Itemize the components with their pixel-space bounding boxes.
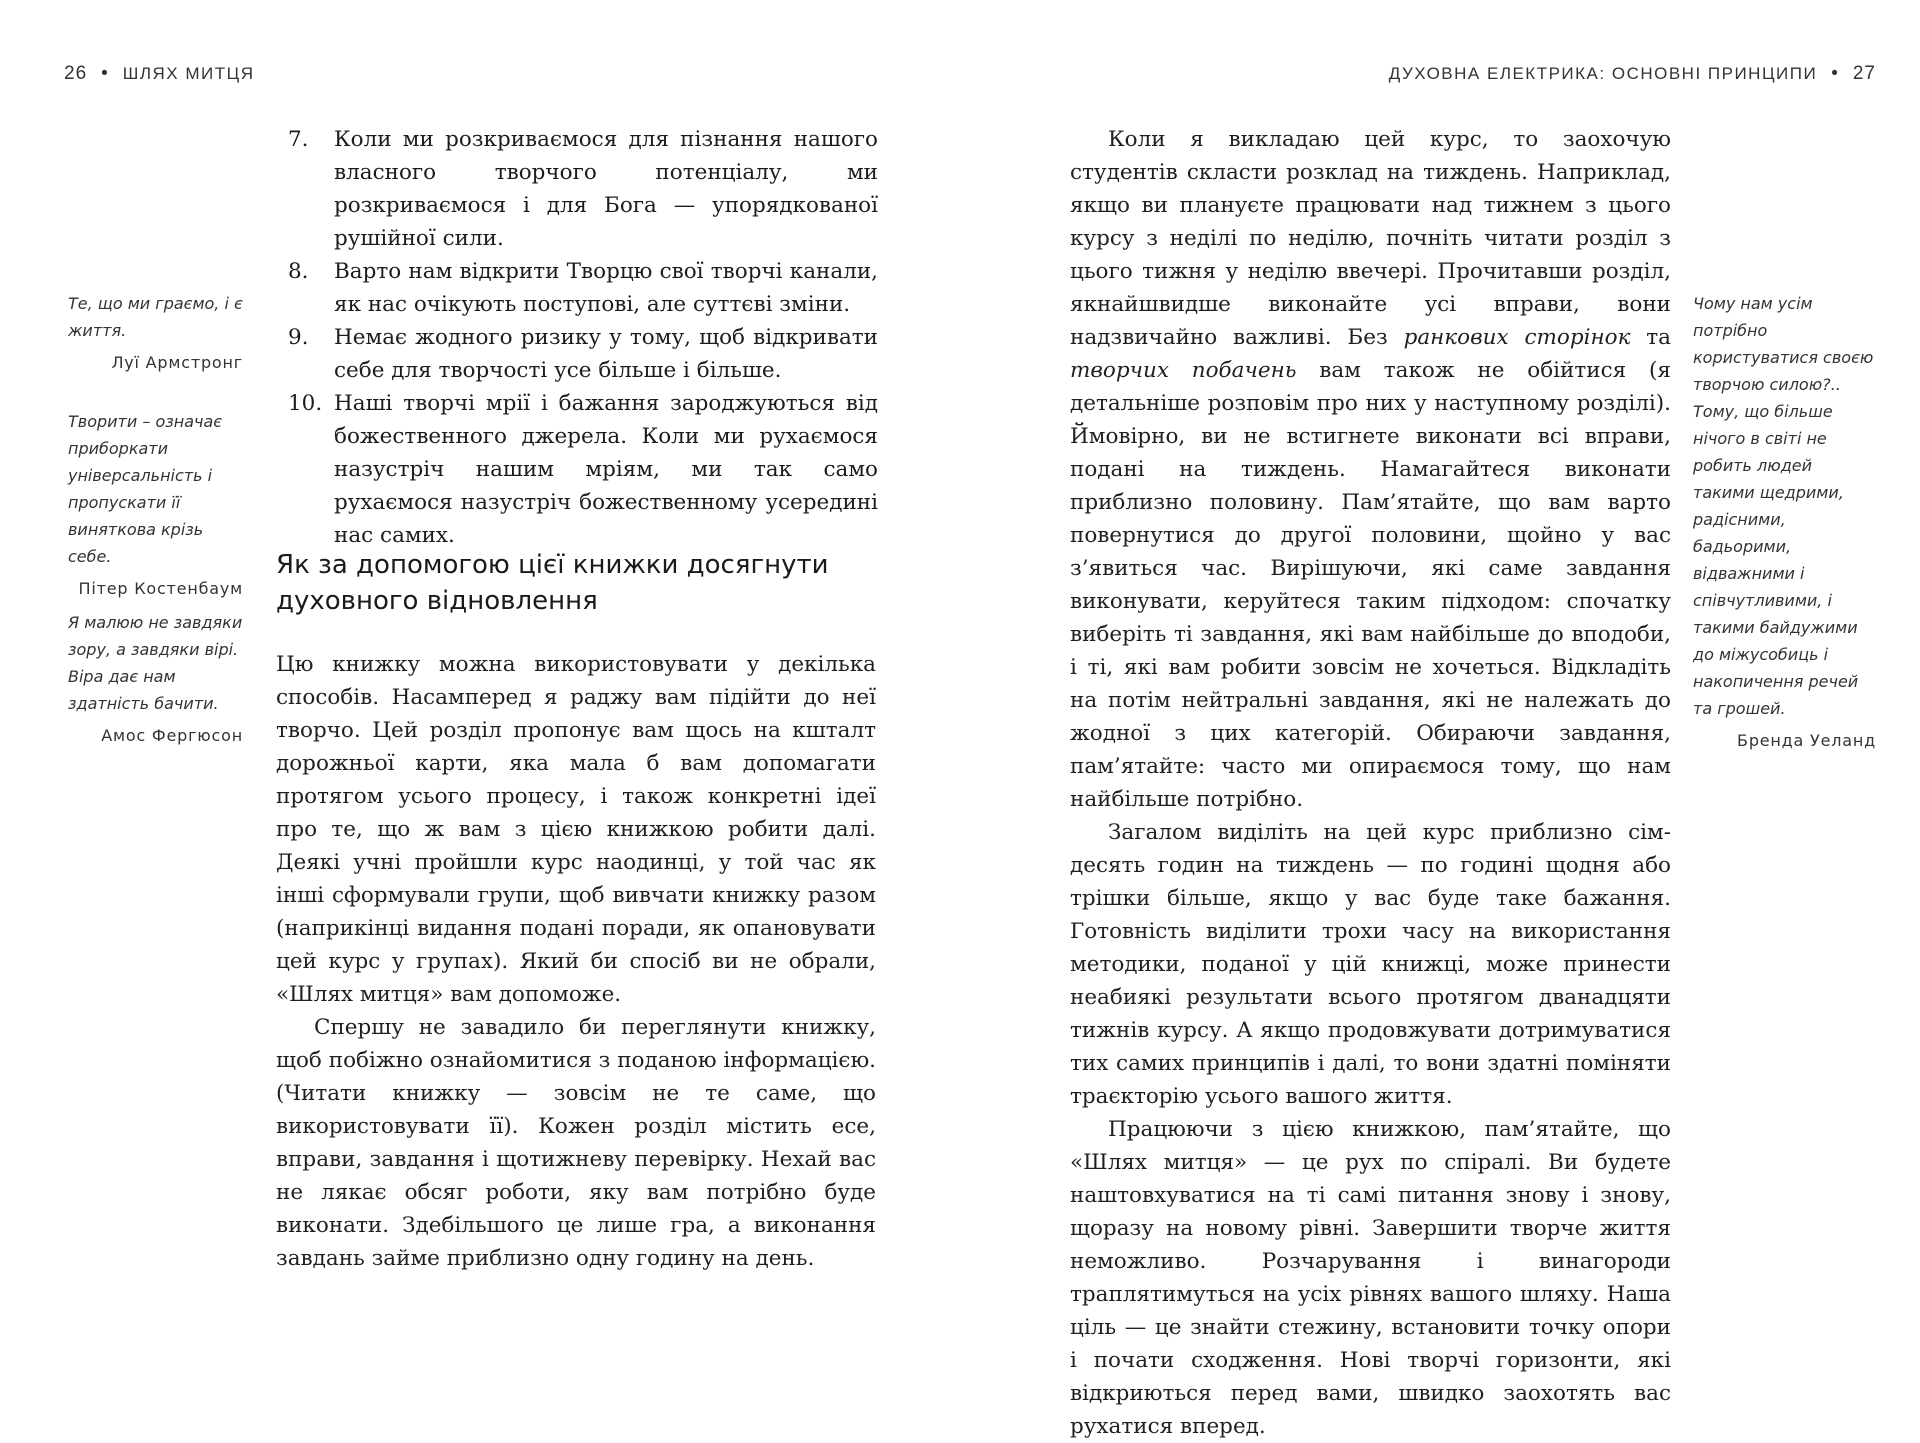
quote-text: Я малюю не завдяки зору, а завдяки вірі. Віра дає нам здатність бачити.	[68, 613, 243, 713]
left-running-title: ШЛЯХ МИТЦЯ	[122, 64, 255, 83]
list-number: 9.	[288, 325, 309, 350]
margin-quote	[68, 609, 243, 749]
quote-author: Луї Армстронг	[111, 353, 243, 372]
list-number: 8.	[288, 259, 309, 284]
right-separator: •	[1831, 63, 1839, 84]
principles-list	[288, 123, 878, 552]
left-page	[0, 0, 960, 1325]
margin-quote	[68, 290, 243, 376]
list-number: 7.	[288, 127, 309, 152]
quote-author: Бренда Уеланд	[1737, 731, 1876, 750]
left-running-head	[64, 60, 255, 88]
list-item	[288, 387, 878, 552]
quote-text: Творити – означає приборкати універсальність і пропускати її виняткова крізь себе.	[68, 412, 223, 566]
paragraph-text: та	[1630, 325, 1671, 350]
list-text: Коли ми розкриваємося для пізнання нашого власного творчого потенціалу, ми розкриваємося і для Бога — упорядкованої рушійної сили.	[334, 127, 878, 251]
paragraph	[1070, 123, 1671, 816]
list-item	[288, 123, 878, 255]
margin-quote	[1693, 290, 1876, 754]
paragraph: Спершу не завадило би переглянути книжку, щоб побіжно ознайомитися з поданою інформацією. (Читати книжку — зовсім не те саме, що використовувати її). Кожен розділ містить есе, вправи, завдання і щотижневу перевірку. Нехай вас не лякає обсяг роботи, яку вам потрібно буде виконати. Здебільшого це лише гра, а виконання завдань займе приблизно одну годину на день.	[276, 1015, 876, 1271]
paragraph: Загалом виділіть на цей курс приблизно сім-десять годин на тиждень — по годині щодня або трішки більше, якщо у вас буде таке бажання. Готовність виділити трохи часу на використання методики, поданої у цій книжці, може принести неабиякі результати всього протягом дванадцяти тижнів курсу. А якщо продовжувати дотримуватися тих самих принципів і далі, то вони здатні поміняти траєкторію усього вашого життя.	[1070, 820, 1671, 1109]
right-page-number: 27	[1852, 63, 1876, 84]
right-running-head	[1389, 60, 1876, 88]
quote-author: Пітер Костенбаум	[78, 579, 243, 598]
list-item	[288, 255, 878, 321]
left-body-text	[276, 648, 876, 1275]
margin-quote	[68, 408, 243, 602]
list-text: Варто нам відкрити Творцю свої творчі канали, як нас очікують поступові, але суттєві зміни.	[334, 259, 878, 317]
list-item	[288, 321, 878, 387]
left-page-number: 26	[64, 63, 88, 84]
paragraph-text: вам також не обійтися (я детальніше розповім про них у наступному розділі). Ймовірно, ви не встигнете виконати всі вправи, подані на тиждень. Намагайтеся виконати приблизно половину. Пам’ятайте, що вам варто повернутися до другої половини, щойно у вас з’явиться час. Вирішуючи, які саме завдання виконувати, керуйтеся таким підходом: спочатку виберіть ті завдання, які вам найбільше до вподоби, і ті, які вам робити зовсім не хочеться. Відкладіть на потім нейтральні завдання, які не належать до жодної з цих категорій. Обираючи завдання, пам’ятайте: часто ми опираємося тому, що нам найбільше потрібно.	[1070, 358, 1671, 812]
paragraph: Цю книжку можна використовувати у декілька способів. Насамперед я раджу вам підійти до неї творчо. Цей розділ пропонує вам щось на кшталт дорожньої карти, яка мала б вам допомагати протягом усього процесу, і також конкретні ідеї про те, що ж вам з цією книжкою робити далі. Деякі учні пройшли курс наодинці, у той час як інші сформували групи, щоб вивчати книжку разом (наприкінці видання подані поради, як опановувати цей курс у групах). Який би спосіб ви не обрали, «Шлях митця» вам допоможе.	[276, 652, 876, 1007]
quote-text: Чому нам усім потрібно користуватися своєю творчою силою?.. Тому, що більше нічого в світі не робить людей такими щедрими, радісними, бадьорими, відважними і співчутливими, і такими байдужими до міжусобиць і накопичення речей та грошей.	[1693, 294, 1874, 718]
list-number: 10.	[288, 391, 323, 416]
list-text: Наші творчі мрії і бажання зароджуються від божественного джерела. Коли ми рухаємося назустріч нашим мріям, ми так само рухаємося назустріч божественному усередині нас самих.	[334, 391, 878, 548]
emphasis-text: ранкових сторінок	[1403, 325, 1631, 350]
right-running-title: ДУХОВНА ЕЛЕКТРИКА: ОСНОВНІ ПРИНЦИПИ	[1388, 64, 1818, 83]
section-heading: Як за допомогою цієї книжки досягнути духовного відновлення	[276, 550, 829, 616]
quote-author: Амос Фергюсон	[101, 726, 243, 745]
emphasis-text: творчих побачень	[1070, 358, 1297, 383]
left-separator: •	[101, 63, 109, 84]
paragraph: Працюючи з цією книжкою, пам’ятайте, що «Шлях митця» — це рух по спіралі. Ви будете наштовхуватися на ті самі питання знову і знову, щоразу на новому рівні. Завершити творче життя неможливо. Розчарування і винагороди траплятимуться на усіх рівнях вашого шляху. Наша ціль — це знайти стежину, встановити точку опори і почати сходження. Нові творчі горизонти, які відкриються перед вами, швидко заохотять вас рухатися вперед.	[1070, 1117, 1671, 1439]
quote-text: Те, що ми граємо, і є життя.	[68, 294, 243, 340]
right-body-text	[1070, 123, 1671, 1443]
paragraph-text: Коли я викладаю цей курс, то заохочую студентів скласти розклад на тиждень. Наприклад, якщо ви плануєте працювати над тижнем з цього курсу з неділі по неділю, почніть читати розділ з цього тижня у неділю ввечері. Прочитавши розділ, якнайшвидше виконайте усі вправи, вони надзвичайно важливі. Без	[1070, 127, 1671, 350]
list-text: Немає жодного ризику у тому, щоб відкривати себе для творчості усе більше і більше.	[334, 325, 878, 383]
